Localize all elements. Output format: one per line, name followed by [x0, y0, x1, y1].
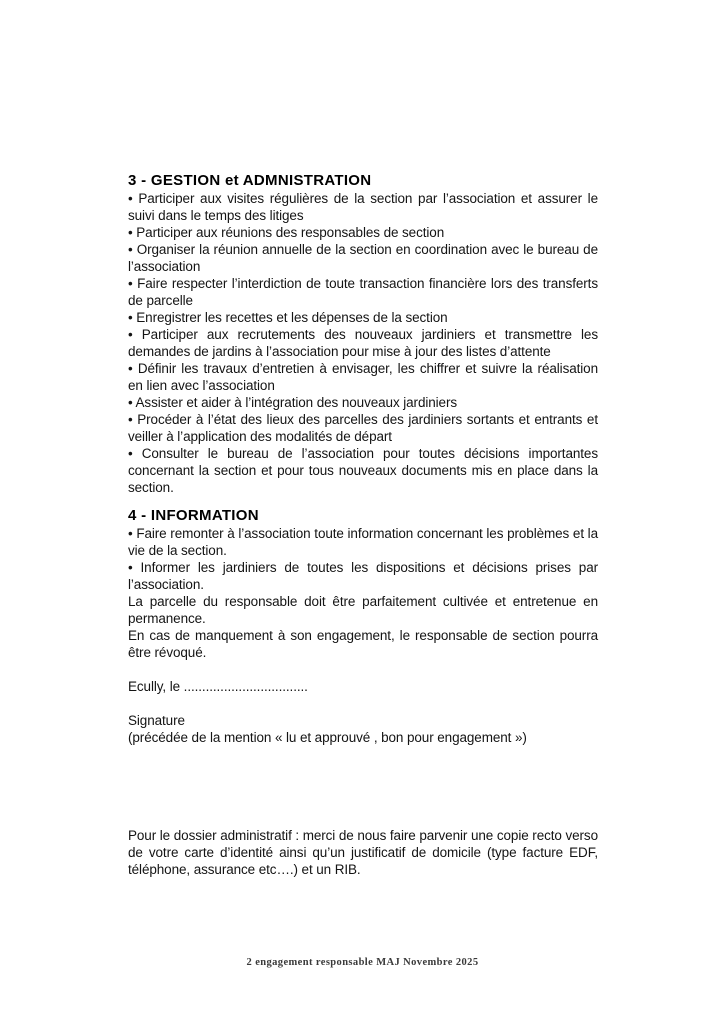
- manquement-paragraph: En cas de manquement à son engagement, le responsable de section pourra être révoqué.: [128, 628, 598, 660]
- bullet-item: • Participer aux réunions des responsables de section: [128, 225, 445, 240]
- page-footer-text: 2 engagement responsable MAJ Novembre 2025: [246, 957, 479, 968]
- signature-label: Signature: [128, 713, 185, 728]
- bullet-item: • Procéder à l’état des lieux des parcelles des jardiniers sortants et entrants et veiller à l’application des modalités de départ: [128, 412, 598, 444]
- date-line: Ecully, le ..................................: [128, 679, 308, 694]
- signature-block: [128, 712, 598, 746]
- bullet-item: • Participer aux recrutements des nouveaux jardiniers et transmettre les demandes de jardins à l’association pour mise à jour des listes d’attente: [128, 327, 598, 359]
- section-4-heading: 4 - INFORMATION: [128, 507, 259, 524]
- section-3-heading: 3 - GESTION et ADMNISTRATION: [128, 172, 372, 189]
- bullet-item: • Consulter le bureau de l’association pour toutes décisions importantes concernant la section et pour tous nouveaux documents mis en place dans la section.: [128, 446, 598, 495]
- bullet-item: • Définir les travaux d’entretien à envisager, les chiffrer et suivre la réalisation en lien avec l’association: [128, 361, 598, 393]
- bullet-item: • Assister et aider à l’intégration des nouveaux jardiniers: [128, 395, 458, 410]
- dossier-paragraph: Pour le dossier administratif : merci de nous faire parvenir une copie recto verso de votre carte d’identité ainsi qu’un justificatif de domicile (type facture EDF, téléphone, assurance etc….) et un RIB.: [128, 828, 598, 877]
- bullet-item: • Enregistrer les recettes et les dépenses de la section: [128, 310, 448, 325]
- document-content: [128, 172, 598, 878]
- bullet-item: • Faire respecter l’interdiction de toute transaction financière lors des transferts de parcelle: [128, 276, 598, 308]
- bullet-item: • Informer les jardiniers de toutes les dispositions et décisions prises par l’association.: [128, 560, 598, 592]
- bullet-item: • Organiser la réunion annuelle de la section en coordination avec le bureau de l’association: [128, 242, 598, 274]
- bullet-item: • Faire remonter à l’association toute information concernant les problèmes et la vie de la section.: [128, 526, 598, 558]
- bullet-item: • Participer aux visites régulières de la section par l’association et assurer le suivi dans le temps des litiges: [128, 191, 598, 223]
- dossier-block: [128, 827, 598, 878]
- signature-note: (précédée de la mention « lu et approuvé , bon pour engagement »): [128, 730, 527, 745]
- parcelle-paragraph: La parcelle du responsable doit être parfaitement cultivée et entretenue en permanence.: [128, 594, 598, 626]
